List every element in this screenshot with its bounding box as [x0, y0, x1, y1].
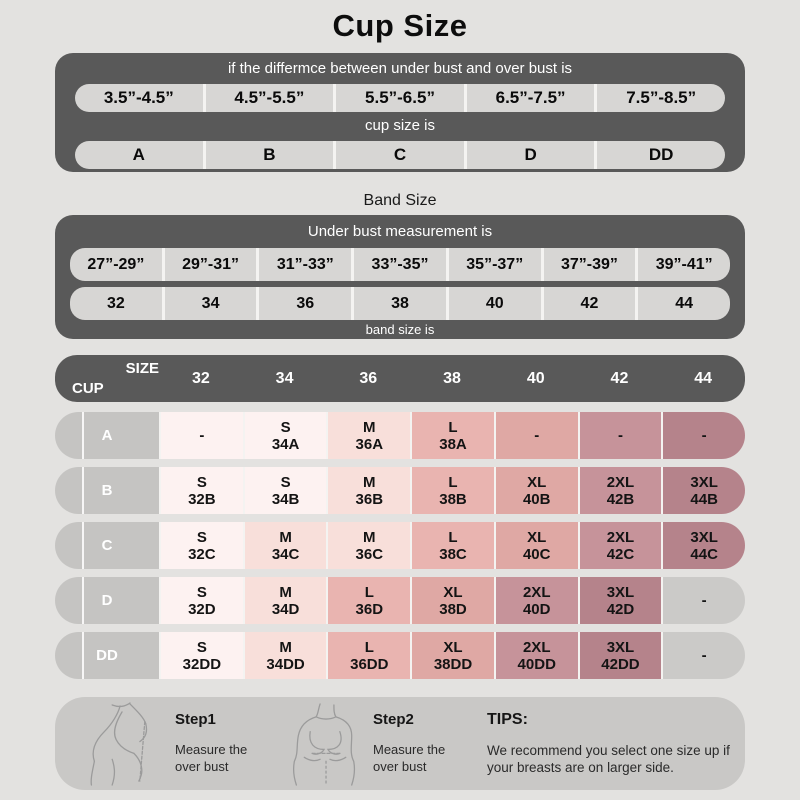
matrix-size-cell [661, 577, 745, 624]
matrix-size-cell [578, 412, 662, 459]
size-letter: 3XL [606, 583, 635, 601]
matrix-row [55, 632, 745, 679]
size-letter: S [196, 583, 207, 601]
matrix-size-cell [410, 467, 494, 514]
size-letter: 3XL [606, 638, 635, 656]
matrix-size-cell [243, 632, 327, 679]
matrix-size-cell [410, 522, 494, 569]
matrix-column-header: 38 [443, 369, 461, 387]
band-size-panel [55, 215, 745, 339]
matrix-size-cell [661, 412, 745, 459]
size-code: 38A [439, 435, 467, 453]
corner-cup-label: CUP [72, 380, 104, 397]
size-code: 32C [188, 545, 216, 563]
matrix-size-cell [159, 412, 243, 459]
size-letter: M [279, 638, 292, 656]
size-letter: 3XL [690, 528, 718, 546]
band-number-cell: 42 [541, 287, 636, 320]
step1-title: Step1 [175, 711, 216, 728]
matrix-size-cell [578, 467, 662, 514]
size-letter: - [617, 427, 623, 444]
matrix-size-cell [326, 467, 410, 514]
size-letter: XL [443, 638, 463, 656]
underbust-range-cell: 35”-37” [446, 248, 541, 281]
step2-text: Measure the over bust [373, 742, 446, 774]
matrix-size-cell [326, 522, 410, 569]
size-code: 36C [355, 545, 384, 563]
matrix-size-cell [494, 467, 578, 514]
size-code: 36B [355, 490, 384, 508]
matrix-corner-cell [55, 355, 159, 402]
size-letter: 2XL [606, 528, 635, 546]
size-code: 40DD [517, 655, 556, 673]
size-code: 40C [522, 545, 551, 563]
step2-block [373, 711, 473, 775]
size-letter: - [199, 427, 205, 444]
band-number-cell: 40 [446, 287, 541, 320]
size-letter: M [279, 583, 292, 601]
size-code: 34B [271, 490, 300, 508]
matrix-row-label: C [55, 522, 159, 569]
size-code: 42D [606, 600, 635, 618]
matrix-size-cell [661, 522, 745, 569]
size-letter: XL [527, 473, 547, 491]
cup-difference-range-cell: 3.5”-4.5” [75, 84, 203, 112]
cup-letter-cell: A [75, 141, 203, 169]
underbust-caption: Under bust measurement is [307, 223, 493, 240]
size-letter: S [280, 473, 291, 491]
size-code: 32B [188, 490, 216, 508]
matrix-column-header: 34 [275, 369, 294, 387]
underbust-range-cell: 37”-39” [541, 248, 636, 281]
matrix-size-cell [494, 522, 578, 569]
size-code: 44B [690, 490, 718, 508]
size-letter: 2XL [522, 638, 551, 656]
matrix-size-cell [326, 577, 410, 624]
cup-letter-cell: B [203, 141, 334, 169]
size-letter: - [534, 427, 540, 444]
step2-title: Step2 [373, 711, 414, 728]
size-code: 36DD [350, 655, 389, 673]
cup-size-is-caption: cup size is [364, 117, 436, 134]
size-code: 40B [522, 490, 551, 508]
size-code: 34DD [266, 655, 305, 673]
size-matrix-body [55, 412, 745, 687]
matrix-column-header: 42 [610, 369, 629, 387]
size-letter: 2XL [522, 583, 551, 601]
matrix-size-cell [326, 632, 410, 679]
cup-letter-row [75, 141, 725, 169]
size-letter: 3XL [690, 473, 718, 491]
corner-size-label: SIZE [125, 360, 159, 377]
cup-difference-caption: if the differmce between under bust and over bust is [227, 60, 573, 77]
matrix-size-cell [410, 632, 494, 679]
cup-size-panel [55, 53, 745, 172]
matrix-row [55, 577, 745, 624]
size-letter: M [363, 418, 376, 436]
size-code: 44C [690, 545, 718, 563]
measuring-tips-panel [55, 697, 745, 790]
size-letter: XL [443, 583, 463, 601]
matrix-size-cell [159, 467, 243, 514]
size-letter: L [448, 473, 458, 491]
size-letter: S [196, 473, 207, 491]
matrix-size-cell [661, 467, 745, 514]
size-code: 38C [439, 545, 467, 563]
matrix-size-cell [578, 632, 662, 679]
matrix-row [55, 522, 745, 569]
size-letter: L [448, 528, 458, 546]
size-code: 38B [439, 490, 467, 508]
size-letter: S [280, 418, 291, 436]
cup-difference-range-cell: 5.5”-6.5” [333, 84, 464, 112]
matrix-row-label: D [55, 577, 159, 624]
band-number-cell: 38 [351, 287, 446, 320]
matrix-size-cell [494, 577, 578, 624]
size-code: 42C [606, 545, 635, 563]
matrix-size-cell [410, 577, 494, 624]
underbust-range-cell: 29”-31” [162, 248, 257, 281]
size-letter: XL [527, 528, 547, 546]
size-matrix-header [55, 355, 745, 402]
size-letter: M [363, 528, 376, 546]
matrix-column-header: 32 [191, 369, 210, 387]
size-letter: 2XL [606, 473, 635, 491]
tips-block [487, 711, 737, 776]
page-title: Cup Size [332, 8, 468, 43]
cup-difference-range-row [75, 84, 725, 112]
step1-text: Measure the over bust [175, 742, 248, 774]
matrix-size-cell [410, 412, 494, 459]
size-code: 42DD [601, 655, 640, 673]
matrix-row-label: DD [55, 632, 159, 679]
cup-difference-range-cell: 7.5”-8.5” [594, 84, 725, 112]
matrix-row-label: A [55, 412, 159, 459]
matrix-size-cell [243, 412, 327, 459]
matrix-size-cell [326, 412, 410, 459]
matrix-size-cell [243, 467, 327, 514]
matrix-size-cell [494, 412, 578, 459]
matrix-column-header: 36 [359, 369, 378, 387]
matrix-size-cell [578, 577, 662, 624]
band-number-row [70, 287, 730, 320]
size-code: 32DD [182, 655, 222, 673]
size-letter: M [279, 528, 292, 546]
size-code: 38D [439, 600, 467, 618]
size-letter: S [196, 638, 207, 656]
size-code: 34C [271, 545, 300, 563]
band-size-is-caption: band size is [365, 322, 435, 337]
underbust-range-row [70, 248, 730, 281]
size-letter: - [701, 592, 707, 609]
matrix-column-header: 40 [526, 369, 545, 387]
matrix-row [55, 412, 745, 459]
size-letter: S [196, 528, 207, 546]
step1-block [175, 711, 275, 775]
matrix-size-cell [578, 522, 662, 569]
cup-letter-cell: C [333, 141, 464, 169]
size-code: 42B [606, 490, 635, 508]
cup-letter-cell: D [464, 141, 595, 169]
size-code: 34D [271, 600, 300, 618]
matrix-size-cell [494, 632, 578, 679]
band-number-cell: 34 [162, 287, 257, 320]
tips-title: TIPS: [487, 711, 528, 728]
size-code: 36A [355, 435, 384, 453]
matrix-size-cell [661, 632, 745, 679]
band-number-cell: 36 [256, 287, 351, 320]
size-letter: L [364, 583, 374, 601]
band-size-title: Band Size [363, 192, 437, 209]
underbust-range-cell: 39”-41” [635, 248, 730, 281]
size-letter: L [364, 638, 374, 656]
matrix-column-header: 44 [694, 369, 713, 387]
size-code: 36D [355, 600, 384, 618]
matrix-size-cell [159, 522, 243, 569]
size-code: 34A [271, 435, 300, 453]
underbust-range-cell: 31”-33” [256, 248, 351, 281]
matrix-row [55, 467, 745, 514]
matrix-row-label: B [55, 467, 159, 514]
size-code: 38DD [433, 655, 473, 673]
tips-text: We recommend you select one size up if your breasts are on larger side. [487, 743, 730, 775]
size-code: 40D [522, 600, 551, 618]
size-letter: - [701, 427, 707, 444]
band-number-cell: 44 [635, 287, 730, 320]
size-code: 32D [188, 600, 216, 618]
underbust-range-cell: 27”-29” [70, 248, 162, 281]
matrix-size-cell [243, 577, 327, 624]
torso-front-illustration [281, 702, 373, 786]
matrix-size-cell [159, 577, 243, 624]
cup-difference-range-cell: 6.5”-7.5” [464, 84, 595, 112]
size-letter: M [363, 473, 376, 491]
matrix-size-cell [243, 522, 327, 569]
torso-side-illustration [81, 702, 173, 786]
size-letter: L [448, 418, 458, 436]
size-letter: - [701, 647, 707, 664]
cup-difference-range-cell: 4.5”-5.5” [203, 84, 334, 112]
cup-letter-cell: DD [594, 141, 725, 169]
underbust-range-cell: 33”-35” [351, 248, 446, 281]
band-number-cell: 32 [70, 287, 162, 320]
matrix-size-cell [159, 632, 243, 679]
